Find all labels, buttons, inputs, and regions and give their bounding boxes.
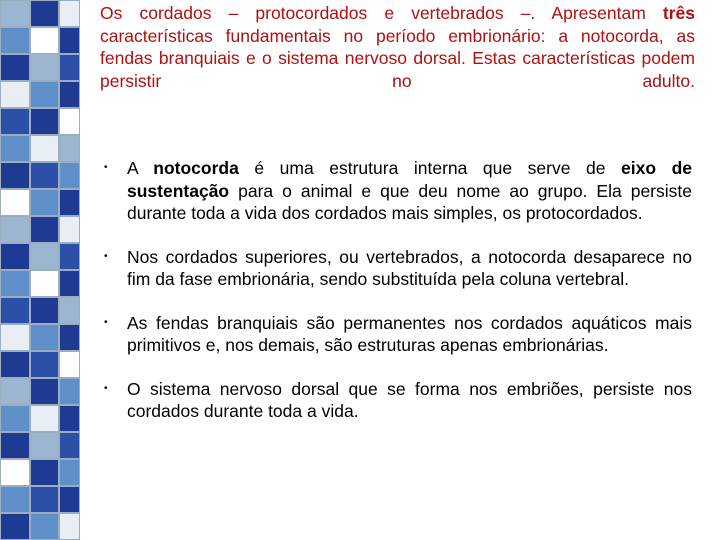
mosaic-tile [30, 216, 59, 243]
mosaic-tile [30, 243, 59, 270]
mosaic-tile [0, 324, 30, 351]
mosaic-tile [59, 0, 80, 27]
bullet-item-vertebrados [100, 246, 692, 291]
mosaic-tile [30, 270, 59, 297]
mosaic-tile [59, 351, 80, 378]
mosaic-tile [30, 108, 59, 135]
bullet-item-fendas [100, 312, 692, 357]
mosaic-tile [0, 243, 30, 270]
mosaic-tile [30, 459, 59, 486]
mosaic-tile [0, 27, 30, 54]
mosaic-tile [30, 162, 59, 189]
mosaic-tile [30, 378, 59, 405]
bullet-text: O sistema nervoso dorsal que se forma nos embriões, persiste nos cordados durante toda a vida. [127, 378, 692, 421]
bullet-text: A [127, 158, 154, 178]
mosaic-tile [30, 432, 59, 459]
mosaic-tile [30, 0, 59, 27]
mosaic-tile [0, 54, 30, 81]
bullet-bold: notocorda [153, 158, 239, 178]
mosaic-tile [59, 459, 80, 486]
mosaic-tile [30, 27, 59, 54]
mosaic-tile [59, 162, 80, 189]
mosaic-tile [59, 378, 80, 405]
mosaic-tile [0, 297, 30, 324]
bullet-icon: • [104, 316, 108, 328]
mosaic-tile [0, 405, 30, 432]
mosaic-tile [30, 405, 59, 432]
bullet-icon: • [104, 382, 108, 394]
bullet-text: para o animal e que deu nome ao grupo. Ela persiste durante toda a vida dos cordados mais simples, os protocordados. [127, 180, 692, 223]
bullet-item-sistema-nervoso [100, 378, 692, 423]
mosaic-tile [30, 135, 59, 162]
bullet-text: Nos cordados superiores, ou vertebrados, a notocorda desaparece no fim da fase embrionária, sendo substituída pela coluna vertebral. [127, 246, 692, 289]
mosaic-tile [0, 189, 30, 216]
decorative-mosaic-strip [0, 0, 80, 540]
mosaic-tile [59, 432, 80, 459]
mosaic-tile [0, 270, 30, 297]
mosaic-tile [30, 486, 59, 513]
mosaic-tile [0, 216, 30, 243]
mosaic-tile [30, 54, 59, 81]
mosaic-tile [0, 378, 30, 405]
mosaic-tile [59, 324, 80, 351]
mosaic-tile [30, 297, 59, 324]
mosaic-tile [59, 27, 80, 54]
mosaic-tile [0, 81, 30, 108]
mosaic-tile [59, 81, 80, 108]
mosaic-tile [59, 54, 80, 81]
mosaic-tile [30, 351, 59, 378]
mosaic-tile [0, 432, 30, 459]
bullet-icon: • [104, 250, 108, 262]
mosaic-tile [0, 0, 30, 27]
mosaic-tile [30, 513, 59, 540]
bullet-text: é uma estrutura interna que serve de [238, 158, 621, 178]
mosaic-tile [0, 459, 30, 486]
mosaic-tile [59, 108, 80, 135]
intro-text-2: características fundamentais no período embrionário: a notocorda, as fendas branquiais e o sistema nervoso dorsal. Estas características podem persistir no adulto. [100, 25, 695, 91]
intro-paragraph [100, 2, 695, 92]
mosaic-tile [59, 297, 80, 324]
bullet-list [100, 157, 692, 444]
mosaic-tile [59, 270, 80, 297]
mosaic-tile [0, 135, 30, 162]
intro-text-1: Os cordados – protocordados e vertebrados –. Apresentam [100, 3, 663, 23]
mosaic-tile [30, 81, 59, 108]
mosaic-tile [59, 216, 80, 243]
mosaic-tile [30, 189, 59, 216]
mosaic-tile [0, 513, 30, 540]
mosaic-tile [59, 513, 80, 540]
mosaic-tile [59, 189, 80, 216]
mosaic-tile [59, 135, 80, 162]
mosaic-tile [0, 351, 30, 378]
mosaic-tile [0, 162, 30, 189]
bullet-item-notocorda [100, 157, 692, 225]
mosaic-tile [59, 486, 80, 513]
bullet-icon: • [104, 162, 108, 173]
mosaic-tile [0, 108, 30, 135]
mosaic-tile [0, 486, 30, 513]
mosaic-tile [30, 324, 59, 351]
intro-bold-word: três [662, 3, 695, 23]
bullet-text: As fendas branquiais são permanentes nos cordados aquáticos mais primitivos e, nos demais, são estruturas apenas embrionárias. [127, 312, 692, 355]
mosaic-tile [59, 243, 80, 270]
mosaic-tile [59, 405, 80, 432]
bullet-bold: eixo de sustentação [127, 158, 692, 201]
